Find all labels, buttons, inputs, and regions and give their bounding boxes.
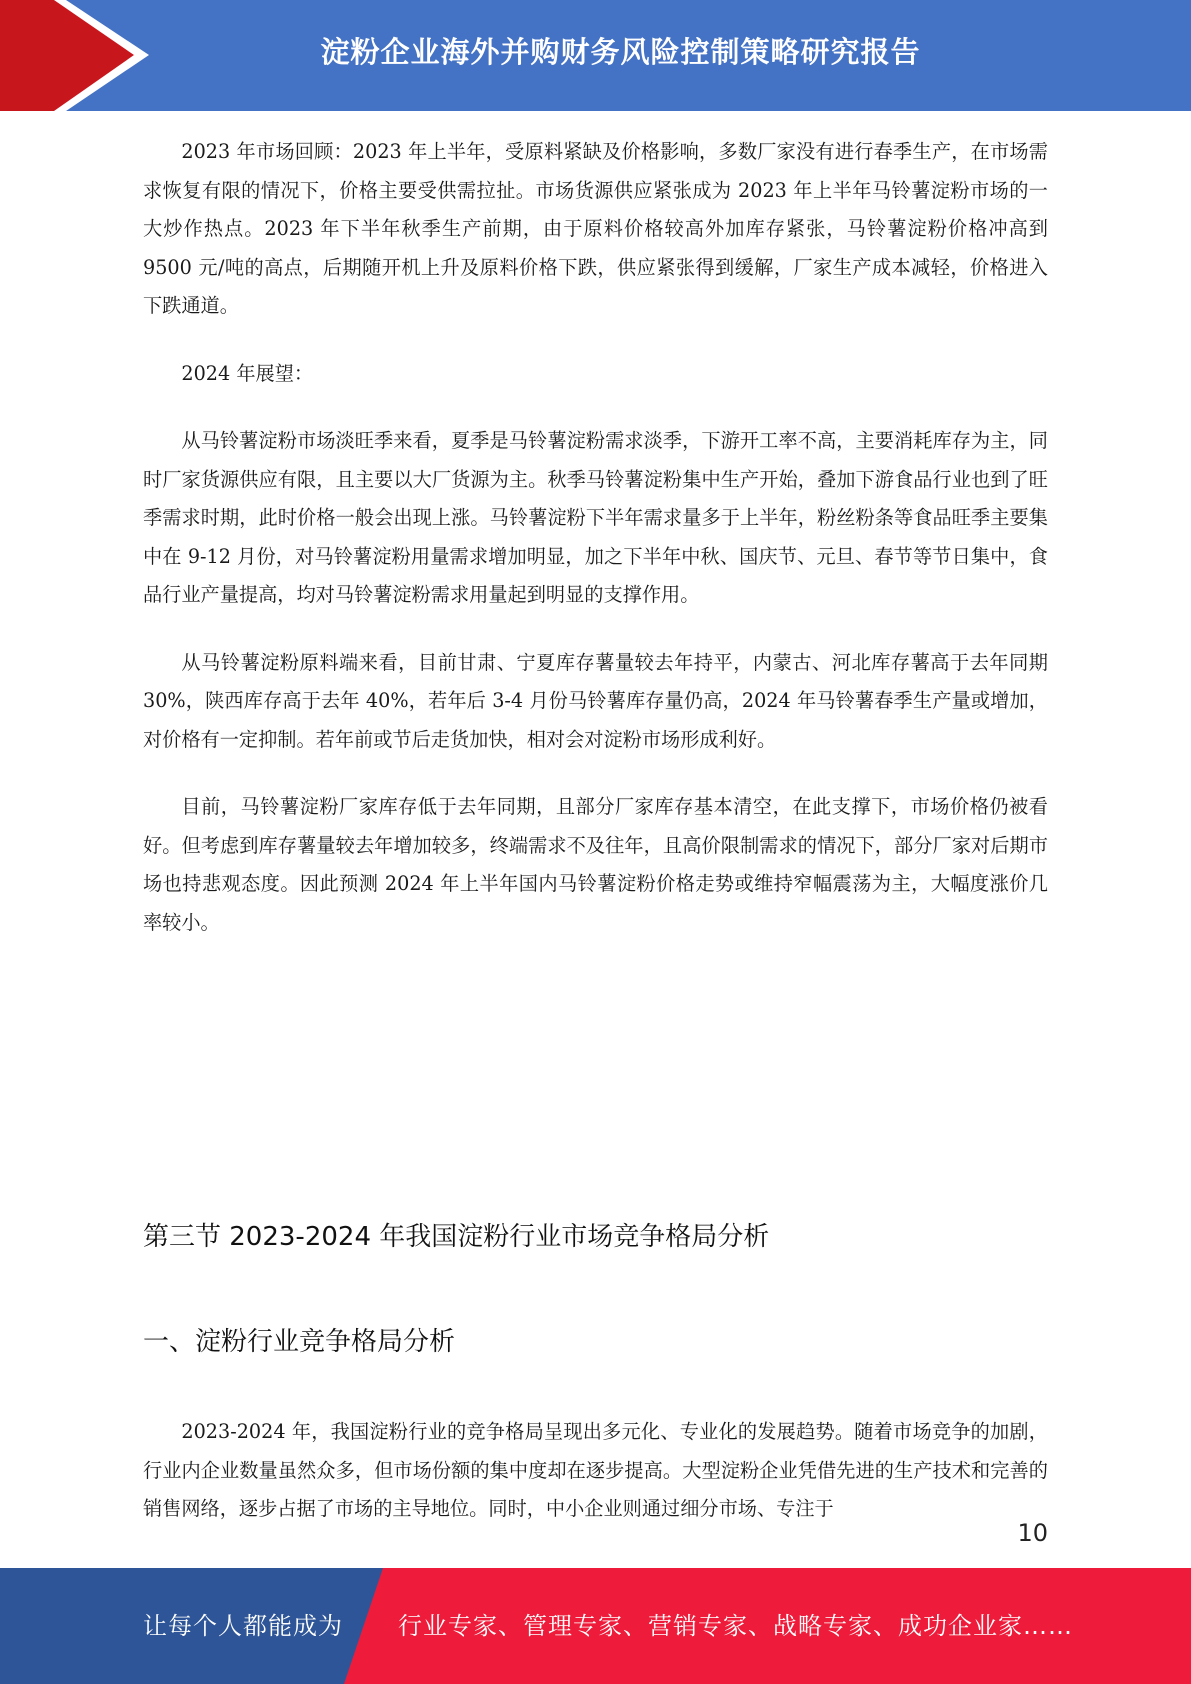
section-title: 第三节 2023-2024 年我国淀粉行业市场竞争格局分析 bbox=[143, 1222, 770, 1252]
body-content bbox=[143, 133, 1048, 971]
subsection-title: 一、淀粉行业竞争格局分析 bbox=[143, 1327, 456, 1357]
page-footer bbox=[0, 1568, 1191, 1684]
paragraph-2024-outlook-heading: 2024 年展望： bbox=[181, 361, 314, 385]
section-content bbox=[143, 1413, 1048, 1558]
page-number: 10 bbox=[1017, 1519, 1048, 1547]
page-header bbox=[0, 0, 1191, 111]
paragraph-competition: 2023-2024 年，我国淀粉行业的竞争格局呈现出多元化、专业化的发展趋势。随着市场竞争的加剧，行业内企业数量虽然众多，但市场份额的集中度却在逐步提高。大型淀粉企业凭借先进的生产技术和完善的销售网络，逐步占据了市场的主导地位。同时，中小企业则通过细分市场、专注于 bbox=[143, 1420, 1048, 1520]
paragraph-seasonality: 从马铃薯淀粉市场淡旺季来看，夏季是马铃薯淀粉需求淡季，下游开工率不高，主要消耗库存为主，同时厂家货源供应有限，且主要以大厂货源为主。秋季马铃薯淀粉集中生产开始，叠加下游食品行业也到了旺季需求时期，此时价格一般会出现上涨。马铃薯淀粉下半年需求量多于上半年，粉丝粉条等食品旺季主要集中在 9-12 月份，对马铃薯淀粉用量需求增加明显，加之下半年中秋、国庆节、元旦、春节等节日集中，食品行业产量提高，均对马铃薯淀粉需求用量起到明显的支撑作用。 bbox=[143, 429, 1048, 606]
paragraph-2023-review: 2023 年市场回顾：2023 年上半年，受原料紧缺及价格影响，多数厂家没有进行春季生产，在市场需求恢复有限的情况下，价格主要受供需拉扯。市场货源供应紧张成为 2023 年上半年马铃薯淀粉市场的一大炒作热点。2023 年下半年秋季生产前期，由于原料价格较高外加库存紧张，马铃薯淀粉价格冲高到 9500 元/吨的高点，后期随开机上升及原料价格下跌，供应紧张得到缓解，厂家生产成本减轻，价格进入下跌通道。 bbox=[143, 140, 1048, 317]
footer-slogan-right: 行业专家、管理专家、营销专家、战略专家、成功企业家…… bbox=[398, 1612, 1073, 1640]
paragraph-raw-material: 从马铃薯淀粉原料端来看，目前甘肃、宁夏库存薯量较去年持平，内蒙古、河北库存薯高于去年同期 30%，陕西库存高于去年 40%，若年后 3-4 月份马铃薯库存量仍高，2024 年马铃薯春季生产量或增加，对价格有一定抑制。若年前或节后走货加快，相对会对淀粉市场形成利好。 bbox=[143, 650, 1048, 751]
report-title: 淀粉企业海外并购财务风险控制策略研究报告 bbox=[320, 35, 921, 69]
footer-slogan-left: 让每个人都能成为 bbox=[143, 1612, 343, 1640]
paragraph-forecast: 目前，马铃薯淀粉厂家库存低于去年同期，且部分厂家库存基本清空，在此支撑下，市场价格仍被看好。但考虑到库存薯量较去年增加较多，终端需求不及往年，且高价限制需求的情况下，部分厂家对后期市场也持悲观态度。因此预测 2024 年上半年国内马铃薯淀粉价格走势或维持窄幅震荡为主，大幅度涨价几率较小。 bbox=[143, 795, 1048, 934]
